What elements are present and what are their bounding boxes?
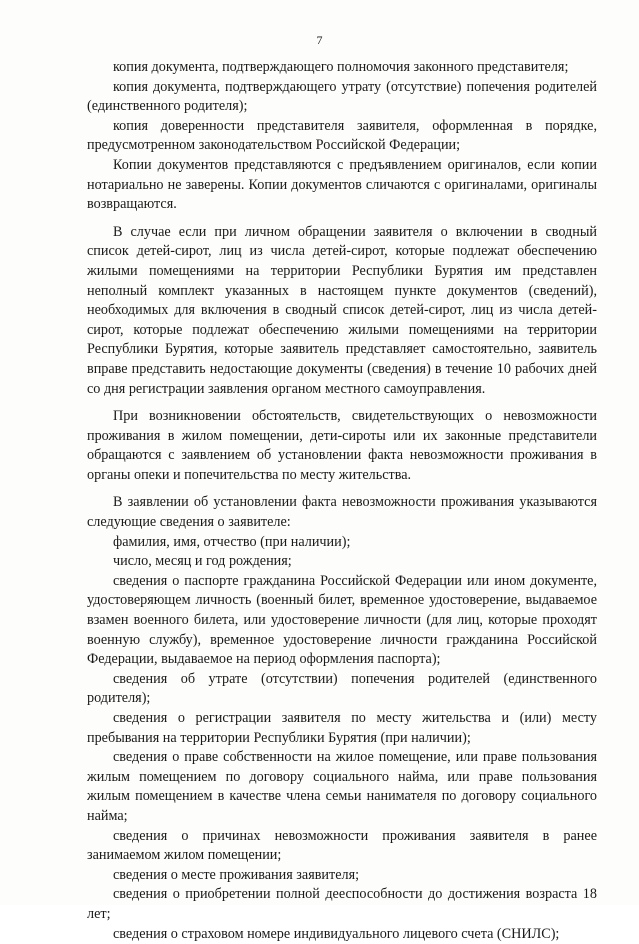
paragraph-legal-rep-copy: копия документа, подтверждающего полномочия законного представителя; (113, 59, 569, 75)
list-item-passport: сведения о паспорте гражданина Российской Федерации или ином документе, удостоверяющем личность (военный билет, временное удостоверение, выдаваемое взамен военного билета, или удостоверение личности (для лиц, которые проходят военную службу), временное удостоверение личности гражданина Российской Федерации, выдаваемое на период оформления паспорта); (87, 572, 597, 668)
page-number: 7 (316, 33, 323, 47)
paragraph-incomplete-documents: В случае если при личном обращении заявителя о включении в сводный список детей-сирот, лиц из числа детей-сирот, которые подлежат обеспечению жилыми помещениями на территории Республики Бурятия им представлен неполный комплект указанных в настоящем пункте документов (сведений), необходимых для включения в сводный список детей-сирот, лиц из числа детей-сирот, которые подлежат обеспечению жилыми помещениями на территории Республики Бурятия, которые заявитель представляет самостоятельно, заявитель вправе представить недостающие документы (сведения) в течение 10 рабочих дней со дня регистрации заявления органом местного самоуправления. (87, 223, 597, 397)
paragraph-application-contents: В заявлении об установлении факта невозможности проживания указываются следующие сведения о заявителе: (87, 494, 597, 531)
paragraph-power-of-attorney-copy: копия доверенности представителя заявителя, оформленная в порядке, предусмотренном законодательством Российской Федерации; (87, 117, 597, 154)
list-item-property-rights: сведения о праве собственности на жилое помещение, или праве пользования жилым помещением по договору социального найма, или праве пользования жилым помещением в качестве члена семьи нанимателя по договору социального найма; (87, 749, 597, 824)
paragraph-impossibility-circumstances: При возникновении обстоятельств, свидетельствующих о невозможности проживания в жилом помещении, дети-сироты или их законные представители обращаются с заявлением об установлении факта невозможности проживания в органы опеки и попечительства по месту жительства. (87, 408, 597, 483)
list-item-snils: сведения о страховом номере индивидуального лицевого счета (СНИЛС); (113, 925, 560, 942)
list-item-registration: сведения о регистрации заявителя по месту жительства и (или) месту пребывания на территории Республики Бурятия (при наличии); (87, 710, 597, 746)
list-item-impossibility-reasons: сведения о причинах невозможности проживания заявителя в ранее занимаемом жилом помещении; (87, 827, 597, 864)
list-item-legal-capacity: сведения о приобретении полной дееспособности до достижения возраста 18 лет; (87, 886, 597, 922)
list-item-birth-date: число, месяц и год рождения; (113, 553, 292, 570)
document-body (87, 58, 597, 944)
list-item-residence: сведения о месте проживания заявителя; (113, 866, 360, 883)
paragraph-guardianship-loss-copy: копия документа, подтверждающего утрату (отсутствие) попечения родителей (единственного родителя); (87, 78, 597, 115)
paragraph-originals-note: Копии документов представляются с предъявлением оригиналов, если копии нотариально не заверены. Копии документов сличаются с оригиналами, оригиналы возвращаются. (87, 156, 597, 213)
list-item-full-name: фамилия, имя, отчество (при наличии); (113, 533, 351, 550)
list-item-parental-care-loss: сведения об утрате (отсутствии) попечения родителей (единственного родителя); (87, 670, 597, 707)
